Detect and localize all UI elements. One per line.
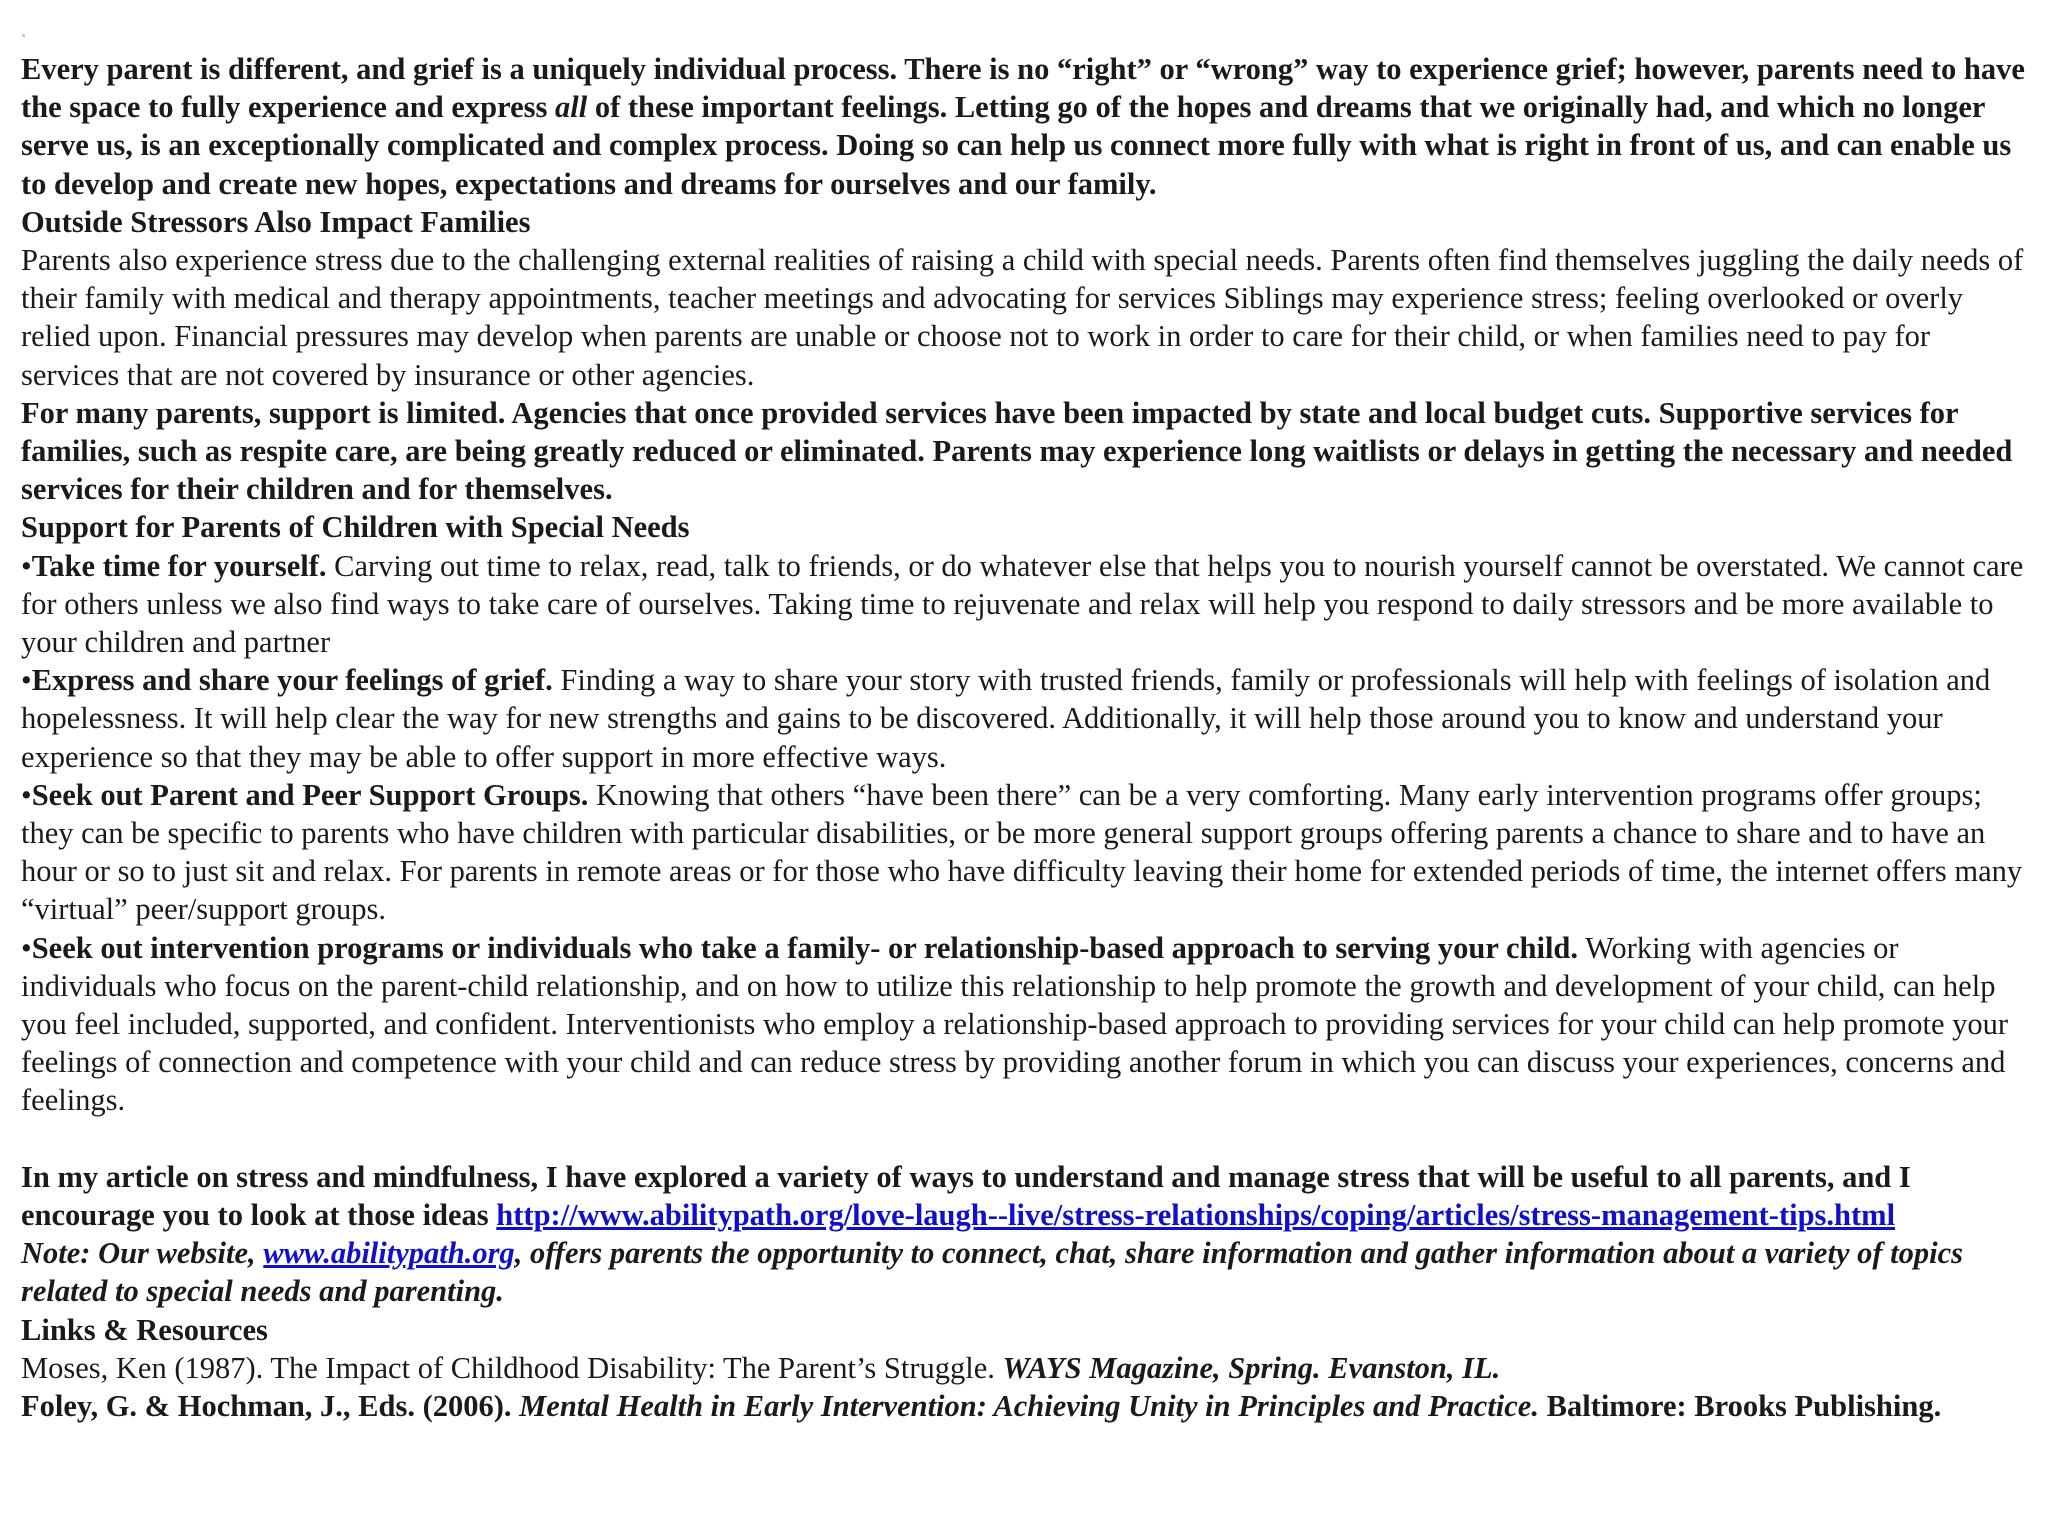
note-prefix: Note: Our website, bbox=[21, 1236, 264, 1271]
intro-text-end: of these important feelings. Letting go of the hopes and dreams that we originally had, and which no longer serve us, is an exceptionally complicated and complex process. Doing so can help us connect more fully with what is right in front of us, and can enable us to develop and create new hopes, expectations and dreams for ourselves and our family. bbox=[21, 90, 2012, 201]
bullet-marker: • bbox=[21, 663, 32, 698]
bullet-text: Finding a way to share your story with trusted friends, family or professionals will help with feelings of isolation and hopelessness. It will help clear the way for new strengths and gains to be discovered. Additionally, it will help those around you to know and understand your experience so that they may be able to offer support in more effective ways. bbox=[21, 663, 1991, 774]
note-paragraph bbox=[21, 1234, 2031, 1310]
website-link[interactable]: www.abilitypath.org bbox=[263, 1236, 515, 1271]
reference-title: Mental Health in Early Intervention: Achieving Unity in Principles and Practice. bbox=[519, 1389, 1539, 1424]
bullet-item bbox=[21, 929, 2031, 1120]
section-heading-support: Support for Parents of Children with Special Needs bbox=[21, 510, 690, 545]
bullet-item bbox=[21, 776, 2031, 929]
section-heading-resources: Links & Resources bbox=[21, 1312, 268, 1347]
reference-moses bbox=[21, 1349, 2031, 1387]
note-suffix: , offers parents the opportunity to connect, chat, share information and gather information about a variety of topics related to special needs and parenting. bbox=[21, 1236, 1963, 1309]
bullet-item bbox=[21, 661, 2031, 776]
scan-speck bbox=[22, 34, 25, 37]
bullet-text: Working with agencies or individuals who focus on the parent-child relationship, and on how to utilize this relationship to help promote the growth and development of your child, can help you feel included, supported, and confident. Interventionists who employ a relationship-based approach to providing services for your child can help promote your feelings of connection and competence with your child and can reduce stress by providing another forum in which you can discuss your experiences, concerns and feelings. bbox=[21, 930, 2009, 1118]
bullet-marker: • bbox=[21, 548, 32, 583]
bullet-lead: Seek out Parent and Peer Support Groups. bbox=[31, 777, 589, 812]
article-link[interactable]: http://www.abilitypath.org/love-laugh--live/stress-relationships/coping/articles/stress-management-tips.html bbox=[496, 1198, 1896, 1233]
article-paragraph bbox=[21, 1158, 2031, 1234]
reference-authors: Foley, G. & Hochman, J., Eds. (2006). bbox=[21, 1389, 520, 1424]
bullet-lead: Seek out intervention programs or individuals who take a family- or relationship-based approach to serving your child. bbox=[31, 930, 1579, 965]
stressors-paragraph: Parents also experience stress due to the challenging external realities of raising a child with special needs. Parents often find themselves juggling the daily needs of their family with medical and therapy appointments, teacher meetings and advocating for services Siblings may experience stress; feeling overlooked or overly relied upon. Financial pressures may develop when parents are unable or choose not to work in order to care for their child, or when families need to pay for services that are not covered by insurance or other agencies. bbox=[21, 243, 2024, 392]
bullet-marker: • bbox=[21, 777, 32, 812]
intro-paragraph bbox=[21, 50, 2031, 203]
reference-text: Moses, Ken (1987). The Impact of Childhood Disability: The Parent’s Struggle. bbox=[21, 1350, 1003, 1385]
bullet-marker: • bbox=[21, 930, 32, 965]
reference-publication: WAYS Magazine, Spring. Evanston, IL. bbox=[1002, 1350, 1501, 1385]
support-limited-paragraph: For many parents, support is limited. Agencies that once provided services have been impacted by state and local budget cuts. Supportive services for families, such as respite care, are being greatly reduced or eliminated. Parents may experience long waitlists or delays in getting the necessary and needed services for their children and for themselves. bbox=[21, 395, 2013, 507]
bullet-lead: Express and share your feelings of grief. bbox=[31, 663, 553, 698]
spacer bbox=[21, 1120, 2031, 1158]
article-text: In my article on stress and mindfulness, I have explored a variety of ways to understand and manage stress that will be useful to all parents, and I encourage you to look at those ideas bbox=[21, 1159, 1911, 1233]
intro-emphasis: all bbox=[554, 90, 588, 125]
section-heading-stressors: Outside Stressors Also Impact Families bbox=[21, 204, 531, 239]
reference-publisher: Baltimore: Brooks Publishing. bbox=[1538, 1389, 1942, 1424]
reference-foley bbox=[21, 1387, 2031, 1425]
bullet-item bbox=[21, 547, 2031, 662]
document-body bbox=[21, 50, 2031, 1425]
bullet-text: Knowing that others “have been there” can be a very comforting. Many early intervention programs offer groups; they can be specific to parents who have children with particular disabilities, or be more general support groups offering parents a chance to share and to have an hour or so to just sit and relax. For parents in remote areas or for those who have difficulty leaving their home for extended periods of time, the internet offers many “virtual” peer/support groups. bbox=[21, 777, 2023, 927]
intro-text-start: Every parent is different, and grief is a uniquely individual process. There is no “right” or “wrong” way to experience grief; however, parents need to have the space to fully experience and express bbox=[21, 52, 2025, 125]
bullet-text: Carving out time to relax, read, talk to friends, or do whatever else that helps you to nourish yourself cannot be overstated. We cannot care for others unless we also find ways to take care of ourselves. Taking time to rejuvenate and relax will help you respond to daily stressors and be more available to your children and partner bbox=[21, 548, 2024, 660]
bullet-lead: Take time for yourself. bbox=[31, 548, 327, 583]
